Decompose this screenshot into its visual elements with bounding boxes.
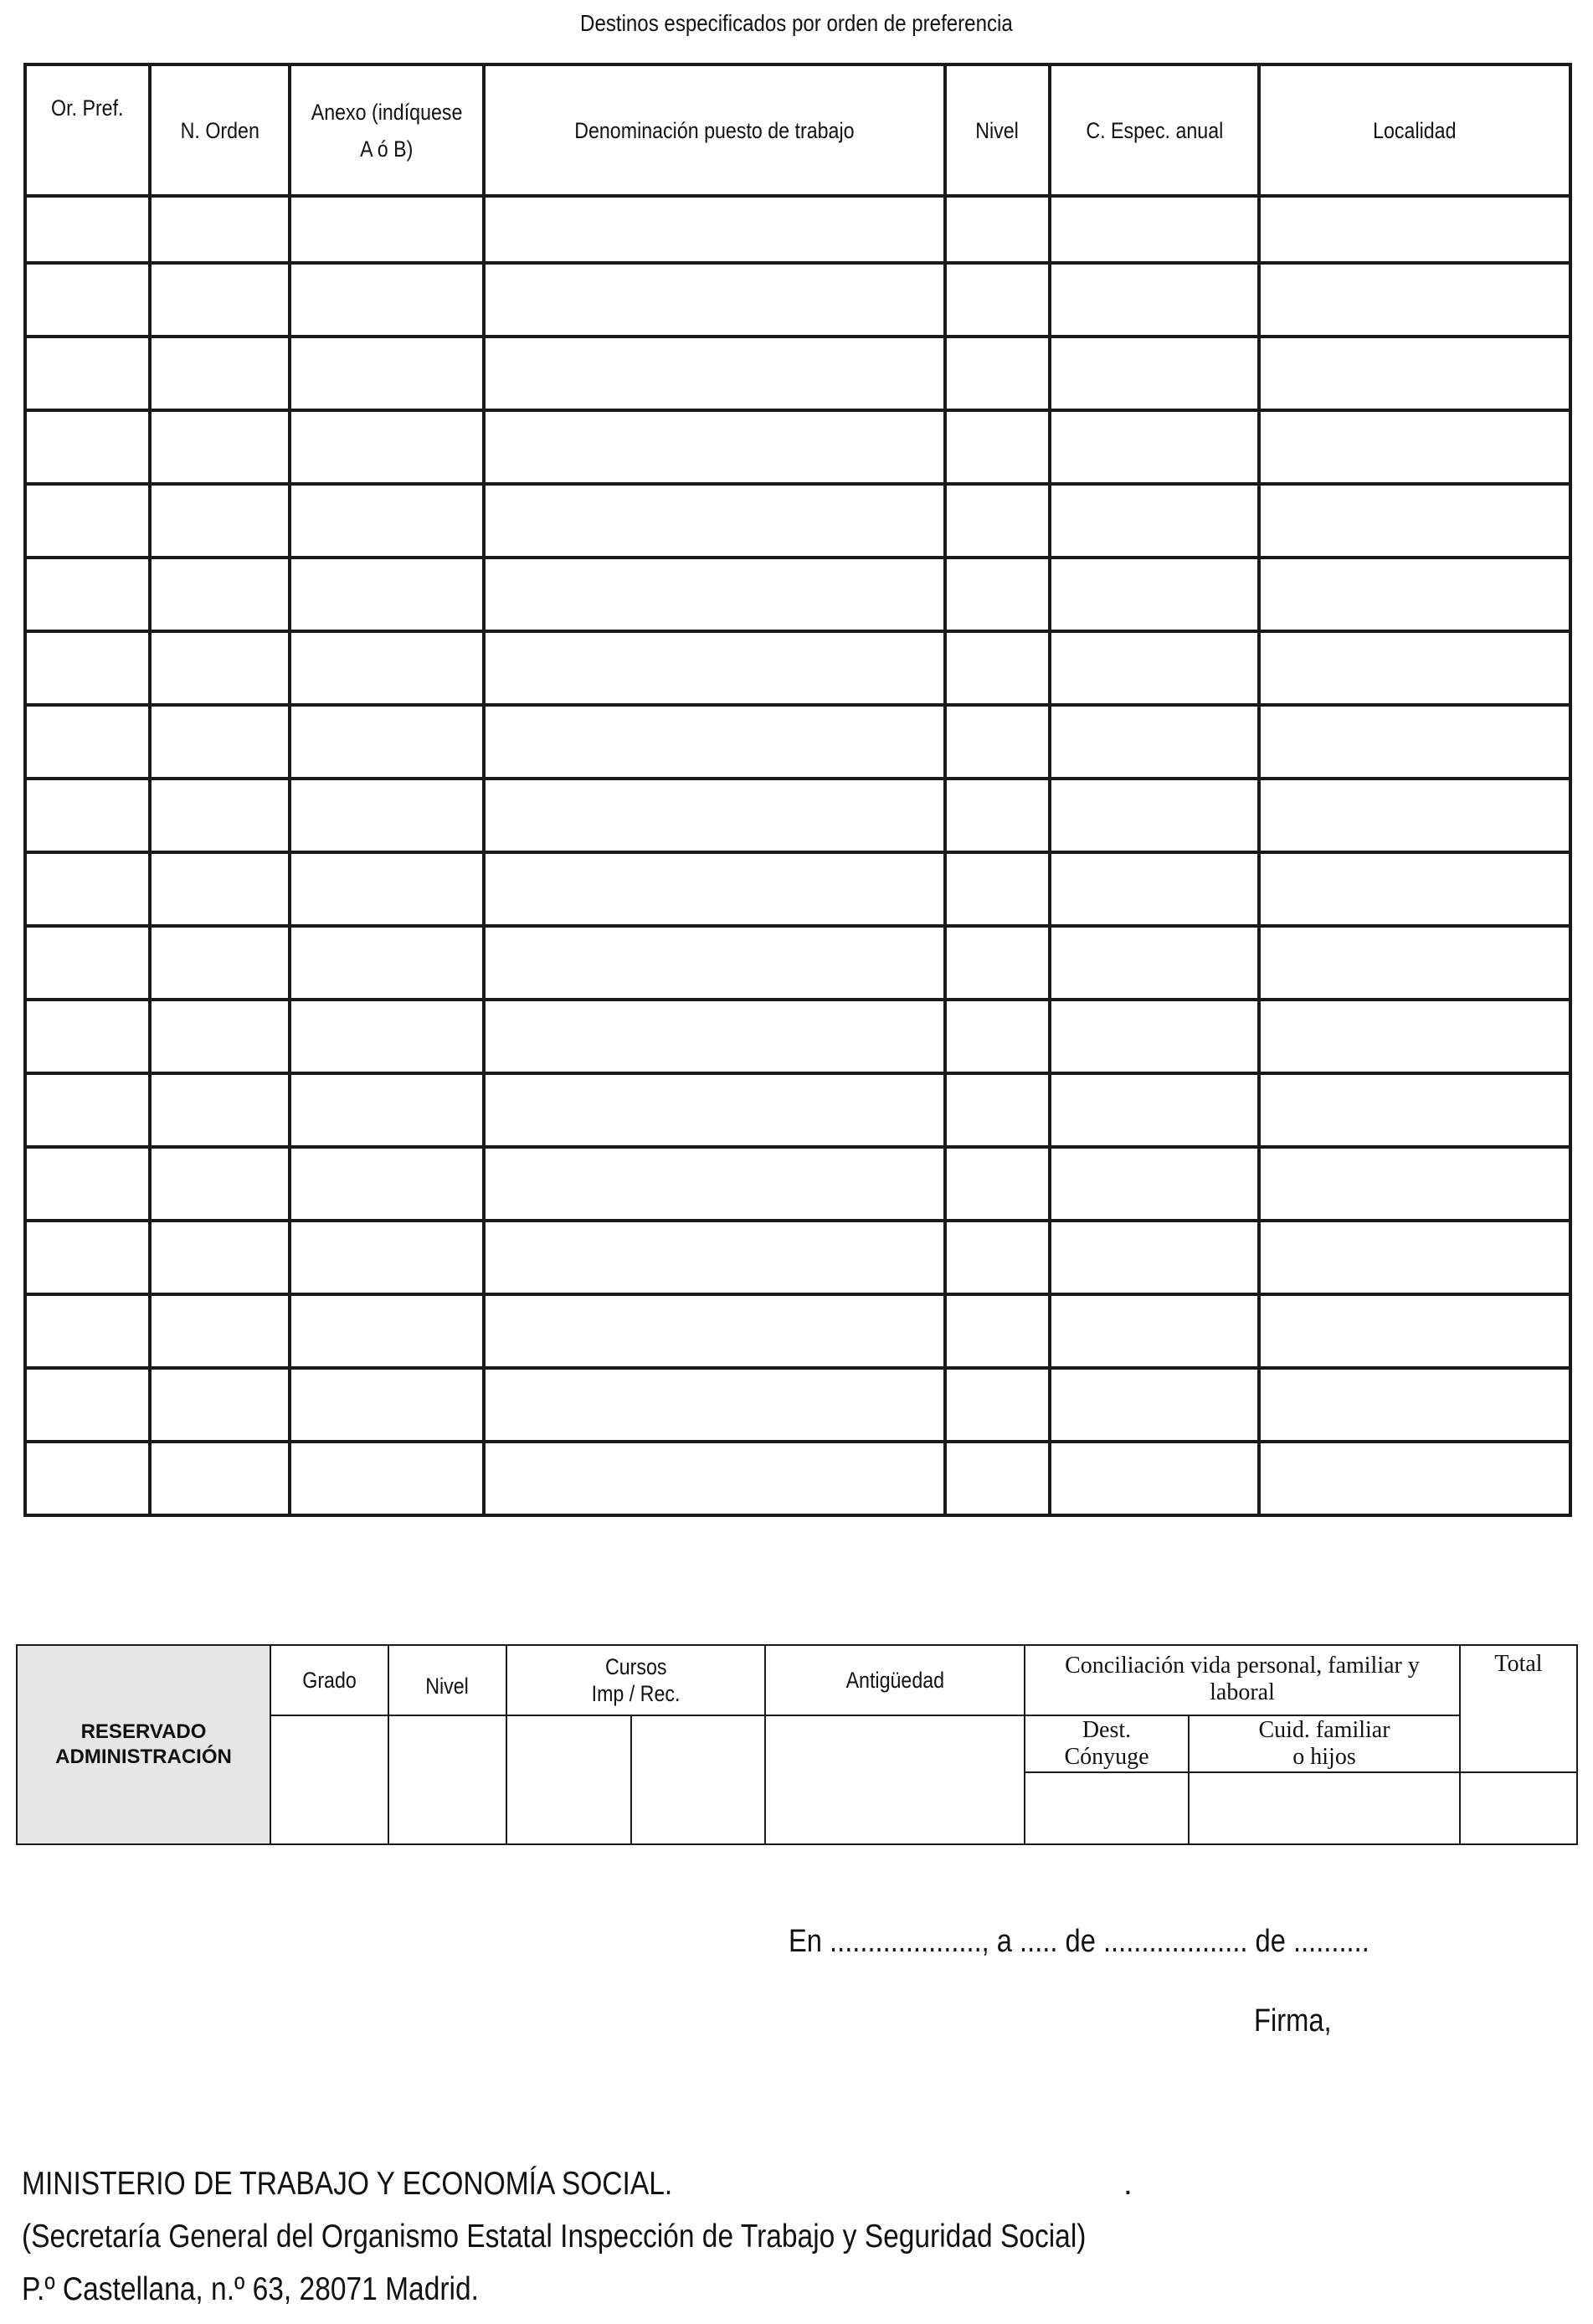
cell-n-orden[interactable] [150, 196, 290, 263]
table-row [25, 337, 1570, 410]
cell-denominacion[interactable] [484, 779, 945, 852]
preference-table [23, 63, 1572, 1517]
table-row [25, 631, 1570, 705]
antiguedad-header: Antigüedad [765, 1645, 1025, 1715]
cell-n-orden[interactable] [150, 337, 290, 410]
cell-anexo[interactable] [290, 779, 484, 852]
cell-n-orden[interactable] [150, 926, 290, 1000]
cell-or-pref[interactable] [25, 337, 150, 410]
cell-anexo[interactable] [290, 1368, 484, 1442]
table-row [25, 1000, 1570, 1073]
cell-localidad[interactable] [1259, 410, 1570, 484]
conciliacion-header: Conciliación vida personal, familiar y laboral [1025, 1645, 1460, 1715]
cell-denominacion[interactable] [484, 1294, 945, 1368]
cell-n-orden[interactable] [150, 705, 290, 779]
cell-localidad[interactable] [1259, 558, 1570, 631]
cell-anexo[interactable] [290, 1294, 484, 1368]
cursos-rec-cell[interactable] [631, 1715, 765, 1844]
cell-nivel[interactable] [945, 926, 1050, 1000]
col-header-c-espec: C. Espec. anual [1050, 64, 1259, 196]
cell-denominacion[interactable] [484, 1442, 945, 1515]
cell-nivel[interactable] [945, 779, 1050, 852]
cell-denominacion[interactable] [484, 410, 945, 484]
cell-denominacion[interactable] [484, 1073, 945, 1147]
cell-anexo[interactable] [290, 852, 484, 926]
cell-denominacion[interactable] [484, 926, 945, 1000]
col-header-denominacion: Denominación puesto de trabajo [484, 64, 945, 196]
cell-n-orden[interactable] [150, 1073, 290, 1147]
cell-n-orden[interactable] [150, 1368, 290, 1442]
cell-n-orden[interactable] [150, 1442, 290, 1515]
reservado-administracion-cell: RESERVADO ADMINISTRACIÓN [17, 1645, 270, 1844]
table-row [25, 779, 1570, 852]
cell-nivel[interactable] [945, 631, 1050, 705]
cell-localidad[interactable] [1259, 1368, 1570, 1442]
cell-nivel[interactable] [945, 1368, 1050, 1442]
cell-c-espec[interactable] [1050, 410, 1259, 484]
table-row [25, 558, 1570, 631]
table-row [25, 1147, 1570, 1221]
cell-c-espec[interactable] [1050, 484, 1259, 558]
cell-or-pref[interactable] [25, 631, 150, 705]
cell-denominacion[interactable] [484, 1147, 945, 1221]
cell-c-espec[interactable] [1050, 1294, 1259, 1368]
cell-n-orden[interactable] [150, 631, 290, 705]
footer-secretaria: (Secretaría General del Organismo Estatal Inspección de Trabajo y Seguridad Social) [22, 2219, 1087, 2255]
cell-nivel[interactable] [945, 1442, 1050, 1515]
cell-n-orden[interactable] [150, 263, 290, 337]
cell-or-pref[interactable] [25, 1294, 150, 1368]
cell-n-orden[interactable] [150, 1294, 290, 1368]
col-header-localidad: Localidad [1259, 64, 1570, 196]
cell-nivel[interactable] [945, 1000, 1050, 1073]
cell-localidad[interactable] [1259, 1442, 1570, 1515]
cell-n-orden[interactable] [150, 1147, 290, 1221]
cell-anexo[interactable] [290, 1221, 484, 1294]
cell-c-espec[interactable] [1050, 926, 1259, 1000]
cell-localidad[interactable] [1259, 196, 1570, 263]
footer-address: P.º Castellana, n.º 63, 28071 Madrid. [22, 2271, 479, 2307]
dest-conyuge-cell[interactable] [1025, 1772, 1189, 1844]
cell-denominacion[interactable] [484, 484, 945, 558]
cell-nivel[interactable] [945, 263, 1050, 337]
cell-or-pref[interactable] [25, 1000, 150, 1073]
cell-anexo[interactable] [290, 558, 484, 631]
cell-c-espec[interactable] [1050, 1000, 1259, 1073]
table-row [25, 263, 1570, 337]
cell-n-orden[interactable] [150, 779, 290, 852]
cell-anexo[interactable] [290, 263, 484, 337]
table-row [25, 1294, 1570, 1368]
cell-nivel[interactable] [945, 1221, 1050, 1294]
cell-denominacion[interactable] [484, 337, 945, 410]
cell-nivel[interactable] [945, 410, 1050, 484]
cell-anexo[interactable] [290, 631, 484, 705]
cell-c-espec[interactable] [1050, 779, 1259, 852]
cell-n-orden[interactable] [150, 1221, 290, 1294]
cell-localidad[interactable] [1259, 1073, 1570, 1147]
cell-c-espec[interactable] [1050, 705, 1259, 779]
footer-dot: . [1123, 2166, 1133, 2202]
cell-or-pref[interactable] [25, 779, 150, 852]
cell-denominacion[interactable] [484, 1000, 945, 1073]
cell-or-pref[interactable] [25, 926, 150, 1000]
cell-localidad[interactable] [1259, 1294, 1570, 1368]
cell-localidad[interactable] [1259, 631, 1570, 705]
cell-denominacion[interactable] [484, 1368, 945, 1442]
cell-denominacion[interactable] [484, 196, 945, 263]
cell-denominacion[interactable] [484, 705, 945, 779]
cell-nivel[interactable] [945, 484, 1050, 558]
cell-or-pref[interactable] [25, 1368, 150, 1442]
cell-or-pref[interactable] [25, 484, 150, 558]
cell-c-espec[interactable] [1050, 1073, 1259, 1147]
cell-denominacion[interactable] [484, 852, 945, 926]
cell-nivel[interactable] [945, 196, 1050, 263]
cell-localidad[interactable] [1259, 1221, 1570, 1294]
cell-localidad[interactable] [1259, 1000, 1570, 1073]
cell-or-pref[interactable] [25, 196, 150, 263]
cell-or-pref[interactable] [25, 852, 150, 926]
cell-nivel[interactable] [945, 1147, 1050, 1221]
cell-anexo[interactable] [290, 1442, 484, 1515]
table-row [25, 1368, 1570, 1442]
cell-localidad[interactable] [1259, 779, 1570, 852]
cell-localidad[interactable] [1259, 1147, 1570, 1221]
cell-anexo[interactable] [290, 410, 484, 484]
table-row [25, 1442, 1570, 1515]
nivel-header: Nivel [388, 1645, 506, 1715]
dest-conyuge-header: Dest. Cónyuge [1025, 1715, 1189, 1772]
cell-c-espec[interactable] [1050, 263, 1259, 337]
cell-or-pref[interactable] [25, 263, 150, 337]
footer-ministry: MINISTERIO DE TRABAJO Y ECONOMÍA SOCIAL. [22, 2166, 673, 2202]
cell-denominacion[interactable] [484, 558, 945, 631]
cell-c-espec[interactable] [1050, 196, 1259, 263]
cell-c-espec[interactable] [1050, 852, 1259, 926]
cell-localidad[interactable] [1259, 852, 1570, 926]
cell-nivel[interactable] [945, 852, 1050, 926]
cell-or-pref[interactable] [25, 1147, 150, 1221]
cell-c-espec[interactable] [1050, 558, 1259, 631]
cell-c-espec[interactable] [1050, 631, 1259, 705]
total-header: Total [1460, 1645, 1577, 1772]
table-row [25, 196, 1570, 263]
cell-anexo[interactable] [290, 337, 484, 410]
cell-anexo[interactable] [290, 1000, 484, 1073]
cuid-familiar-cell[interactable] [1189, 1772, 1460, 1844]
col-header-n-orden: N. Orden [150, 64, 290, 196]
cell-n-orden[interactable] [150, 558, 290, 631]
cell-localidad[interactable] [1259, 705, 1570, 779]
cell-n-orden[interactable] [150, 484, 290, 558]
col-header-anexo: Anexo (indíquese A ó B) [290, 64, 484, 196]
cell-or-pref[interactable] [25, 558, 150, 631]
cell-nivel[interactable] [945, 1294, 1050, 1368]
firma-label: Firma, [1254, 2003, 1332, 2039]
table-row [25, 926, 1570, 1000]
table-row [25, 852, 1570, 926]
col-header-or-pref: Or. Pref. [25, 64, 150, 196]
cell-n-orden[interactable] [150, 1000, 290, 1073]
cell-localidad[interactable] [1259, 263, 1570, 337]
cursos-imp-cell[interactable] [506, 1715, 631, 1844]
cell-anexo[interactable] [290, 1147, 484, 1221]
preference-table-body [25, 196, 1570, 1515]
cell-c-espec[interactable] [1050, 1442, 1259, 1515]
total-cell[interactable] [1460, 1772, 1577, 1844]
table-row [25, 484, 1570, 558]
cell-c-espec[interactable] [1050, 1221, 1259, 1294]
col-header-nivel: Nivel [945, 64, 1050, 196]
preference-header-row [25, 64, 1570, 196]
grado-header: Grado [270, 1645, 388, 1715]
cell-anexo[interactable] [290, 196, 484, 263]
cell-nivel[interactable] [945, 337, 1050, 410]
cell-nivel[interactable] [945, 558, 1050, 631]
date-line: En ...................., a ..... de ................... de .......... [789, 1924, 1369, 1959]
cell-anexo[interactable] [290, 926, 484, 1000]
grado-cell[interactable] [270, 1715, 388, 1844]
antiguedad-cell[interactable] [765, 1715, 1025, 1844]
cell-localidad[interactable] [1259, 926, 1570, 1000]
cell-nivel[interactable] [945, 705, 1050, 779]
cursos-header: Cursos Imp / Rec. [506, 1645, 765, 1715]
cell-denominacion[interactable] [484, 631, 945, 705]
cell-or-pref[interactable] [25, 1073, 150, 1147]
cell-c-espec[interactable] [1050, 337, 1259, 410]
cell-anexo[interactable] [290, 1073, 484, 1147]
cell-anexo[interactable] [290, 705, 484, 779]
cell-or-pref[interactable] [25, 1442, 150, 1515]
table-row [25, 705, 1570, 779]
cell-or-pref[interactable] [25, 1221, 150, 1294]
cell-nivel[interactable] [945, 1073, 1050, 1147]
cell-or-pref[interactable] [25, 410, 150, 484]
cell-c-espec[interactable] [1050, 1147, 1259, 1221]
cell-n-orden[interactable] [150, 410, 290, 484]
table-row [25, 1073, 1570, 1147]
cell-n-orden[interactable] [150, 852, 290, 926]
table-row [25, 1221, 1570, 1294]
table-row [25, 410, 1570, 484]
cell-denominacion[interactable] [484, 1221, 945, 1294]
cell-c-espec[interactable] [1050, 1368, 1259, 1442]
cuid-familiar-header: Cuid. familiar o hijos [1189, 1715, 1460, 1772]
cell-denominacion[interactable] [484, 263, 945, 337]
admin-reserved-table [16, 1644, 1578, 1845]
cell-anexo[interactable] [290, 484, 484, 558]
preference-table-title: Destinos especificados por orden de preferencia [580, 10, 1013, 36]
cell-localidad[interactable] [1259, 337, 1570, 410]
cell-localidad[interactable] [1259, 484, 1570, 558]
nivel-cell[interactable] [388, 1715, 506, 1844]
cell-or-pref[interactable] [25, 705, 150, 779]
